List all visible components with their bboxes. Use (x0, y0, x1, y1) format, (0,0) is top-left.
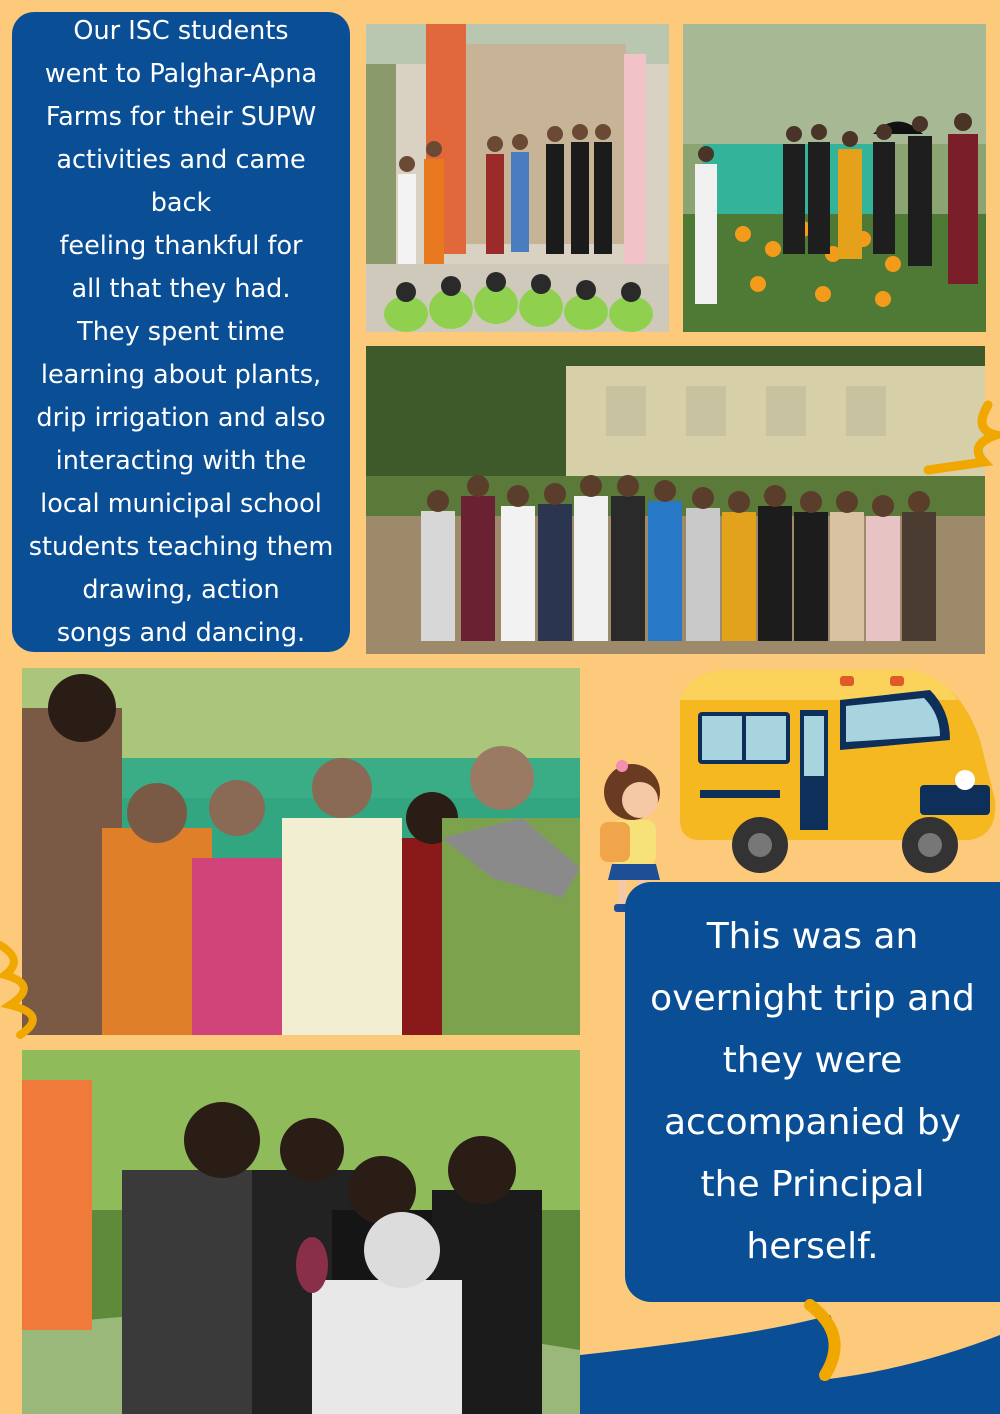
photo-courtyard-singing (366, 24, 669, 332)
squiggle-decoration-right (918, 400, 1000, 480)
intro-line: all that they had. (71, 273, 291, 304)
photo-banana-flower (22, 1050, 580, 1414)
intro-line: songs and dancing. (56, 617, 306, 648)
photo-group (366, 346, 985, 654)
intro-line: drip irrigation and also (36, 402, 326, 433)
closing-text-box (625, 882, 1000, 1302)
closing-paragraph (650, 906, 975, 1278)
intro-line: feeling thankful for (59, 230, 303, 261)
closing-line: the Principal (700, 1164, 925, 1205)
intro-line: activities and came back (56, 144, 306, 218)
photo-farm-discussion (22, 668, 580, 1035)
intro-line: students teaching them (28, 531, 334, 562)
intro-line: drawing, action (82, 574, 280, 605)
closing-line: This was an (706, 916, 919, 957)
closing-line: accompanied by (663, 1102, 962, 1143)
intro-line: Farms for their SUPW (45, 101, 317, 132)
intro-line: interacting with the (55, 445, 307, 476)
photo-marigold-garden (683, 24, 986, 332)
intro-line: Our ISC students (73, 15, 289, 46)
closing-line: overnight trip and (650, 978, 975, 1019)
intro-text-box (12, 12, 350, 652)
intro-line: local municipal school (40, 488, 322, 519)
intro-line: They spent time (77, 316, 285, 347)
intro-line: learning about plants, (40, 359, 322, 390)
wave-decoration-bottom (580, 1295, 1000, 1414)
closing-line: herself. (746, 1226, 879, 1267)
squiggle-decoration-left (0, 935, 60, 1045)
intro-paragraph (26, 10, 336, 655)
school-bus-illustration (640, 660, 1000, 880)
closing-line: they were (722, 1040, 903, 1081)
intro-line: went to Palghar-Apna (44, 58, 318, 89)
